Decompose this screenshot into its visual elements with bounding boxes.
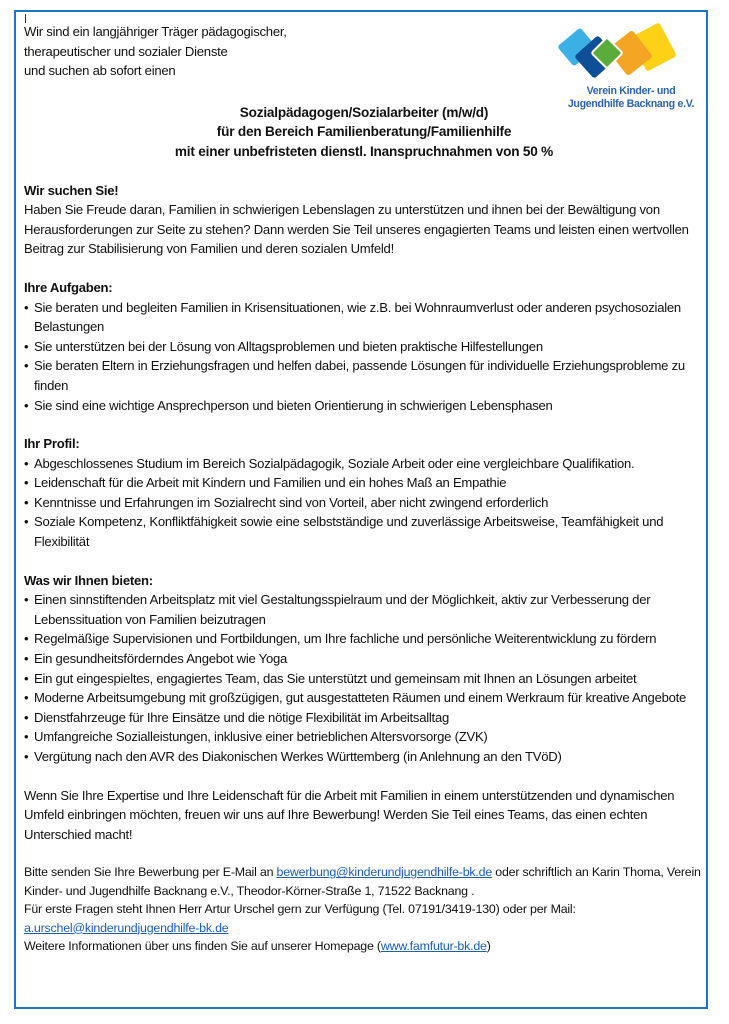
closing-text: Wenn Sie Ihre Expertise und Ihre Leidenschaft für die Arbeit mit Familien in einem unterstützenden und dynamischen Umfeld einbringen möchten, freuen wir uns auf Ihre Bewerbung! Werden Sie Teil eines Teams, das einen echten Unterschied macht!: [24, 787, 675, 842]
job-title-line1: Sozialpädagogen/Sozialarbeiter (m/w/d): [239, 104, 489, 120]
bullet-icon: •: [24, 631, 29, 647]
list-item: • Sie unterstützen bei der Lösung von Alltagsproblemen und bieten praktische Hilfestellungen: [24, 337, 704, 357]
bullet-icon: •: [24, 358, 29, 374]
bullet-icon: •: [24, 592, 29, 608]
intro-line: Wir sind ein langjähriger Träger pädagogischer,: [24, 24, 287, 39]
list-item: • Abgeschlossenes Studium im Bereich Sozialpädagogik, Soziale Arbeit oder eine vergleichbare Qualifikation.: [24, 454, 704, 474]
contact-info: [24, 863, 704, 955]
bullet-icon: •: [24, 749, 29, 764]
list-item: • Ein gut eingespieltes, engagiertes Team, das Sie unterstützt und gemeinsam mit Ihnen an Lösungen arbeitet: [24, 669, 704, 689]
list-item: • Vergütung nach den AVR des Diakonischen Werkes Württemberg (in Anlehnung an den TVöD): [24, 747, 704, 767]
list-item: • Moderne Arbeitsumgebung mit großzügigen, gut ausgestatteten Räumen und einem Werkraum für kreative Angebote: [24, 688, 704, 708]
list-item: • Einen sinnstiftenden Arbeitsplatz mit viel Gestaltungsspielraum und der Möglichkeit, aktiv zur Verbesserung der Lebenssituation von Familien beizutragen: [24, 592, 651, 627]
section-heading: Wir suchen Sie!: [24, 182, 119, 198]
list-item: • Sie sind eine wichtige Ansprechperson und bieten Orientierung in schwierigen Lebensphasen: [24, 396, 704, 416]
tasks-list: [24, 298, 704, 416]
offer-list: [24, 590, 704, 766]
questions-text: Für erste Fragen steht Ihnen Herr Artur Urschel gern zur Verfügung (Tel. 07191/3419-130) oder per Mail:: [24, 902, 576, 917]
bullet-icon: •: [24, 709, 29, 725]
bullet-icon: •: [24, 670, 29, 686]
bullet-icon: •: [24, 494, 29, 510]
list-item: • Umfangreiche Sozialleistungen, inklusive einer betrieblichen Altersvorsorge (ZVK): [24, 727, 704, 747]
section-heading: Ihre Aufgaben:: [24, 279, 113, 295]
bullet-icon: •: [24, 338, 29, 354]
list-item: • Sie beraten Eltern in Erziehungsfragen und helfen dabei, passende Lösungen für individuelle Erziehungsprobleme zu finden: [24, 358, 685, 393]
bullet-icon: •: [24, 397, 29, 413]
homepage-text: Weitere Informationen über uns finden Sie auf unserer Homepage (www.famfutur-bk.de): [24, 939, 491, 953]
section-offer: [24, 571, 704, 767]
section-search: [24, 181, 704, 259]
intro-text: [24, 22, 704, 81]
section-heading: Was wir Ihnen bieten:: [24, 572, 153, 588]
job-title-line3: mit einer unbefristeten dienstl. Inanspruchnahmen von 50 %: [174, 143, 554, 159]
bullet-icon: •: [24, 455, 29, 471]
apply-instructions: Bitte senden Sie Ihre Bewerbung per E-Mail an bewerbung@kinderundjugendhilfe-bk.de oder schriftlich an Karin Thoma, Verein Kinder- und Jugendhilfe Backnang e.V., Theodor-Körner-Straße 1, 71522 Backnang .: [24, 865, 701, 898]
bullet-icon: •: [24, 475, 29, 491]
list-item: • Regelmäßige Supervisionen und Fortbildungen, um Ihre fachliche und persönliche Weiterentwicklung zu fördern: [24, 629, 704, 649]
bullet-icon: •: [24, 299, 29, 315]
logo-text-line2: Jugendhilfe Backnang e.V.: [567, 98, 695, 110]
bullet-icon: •: [24, 690, 29, 706]
intro-line: therapeutischer und sozialer Dienste: [24, 43, 228, 59]
list-item: • Ein gesundheitsförderndes Angebot wie Yoga: [24, 649, 704, 669]
list-item: • Kenntnisse und Erfahrungen im Sozialrecht sind von Vorteil, aber nicht zwingend erforderlich: [24, 493, 704, 513]
bullet-icon: •: [24, 651, 29, 667]
job-title: [24, 103, 704, 162]
section-heading: Ihr Profil:: [24, 436, 80, 452]
intro-line: und suchen ab sofort einen: [24, 63, 176, 79]
list-item: • Dienstfahrzeuge für Ihre Einsätze und die nötige Flexibilität im Arbeitsalltag: [24, 708, 704, 728]
list-item: • Soziale Kompetenz, Konfliktfähigkeit sowie eine selbstständige und zuverlässige Arbeitsweise, Teamfähigkeit und Flexibilität: [24, 514, 664, 550]
list-item: • Sie beraten und begleiten Familien in Krisensituationen, wie z.B. bei Wohnraumverlust oder anderen psychosozialen Belastungen: [24, 299, 681, 335]
list-item: • Leidenschaft für die Arbeit mit Kindern und Familien und ein hohes Maß an Empathie: [24, 473, 704, 493]
homepage-link[interactable]: www.famfutur-bk.de: [380, 939, 487, 953]
section-tasks: [24, 278, 704, 415]
contact-email-link[interactable]: a.urschel@kinderundjugendhilfe-bk.de: [24, 920, 229, 935]
section-text: Haben Sie Freude daran, Familien in schwierigen Lebenslagen zu unterstützen und ihnen bei der Bewältigung von Herausforderungen zur Seite zu stehen? Dann werden Sie Teil unseres engagierten Teams und leisten einen wertvollen Beitrag zur Stabilisierung von Familien und deren sozialen Umfeld!: [24, 202, 689, 257]
apply-email-link[interactable]: bewerbung@kinderundjugendhilfe-bk.de: [276, 865, 493, 880]
job-posting: [24, 14, 704, 955]
logo-text-line1: Verein Kinder- und: [586, 85, 676, 97]
job-title-line2: für den Bereich Familienberatung/Familienhilfe: [216, 124, 512, 140]
bullet-icon: •: [24, 514, 29, 530]
bullet-icon: •: [24, 729, 29, 745]
section-profile: [24, 434, 704, 552]
profile-list: [24, 454, 704, 552]
